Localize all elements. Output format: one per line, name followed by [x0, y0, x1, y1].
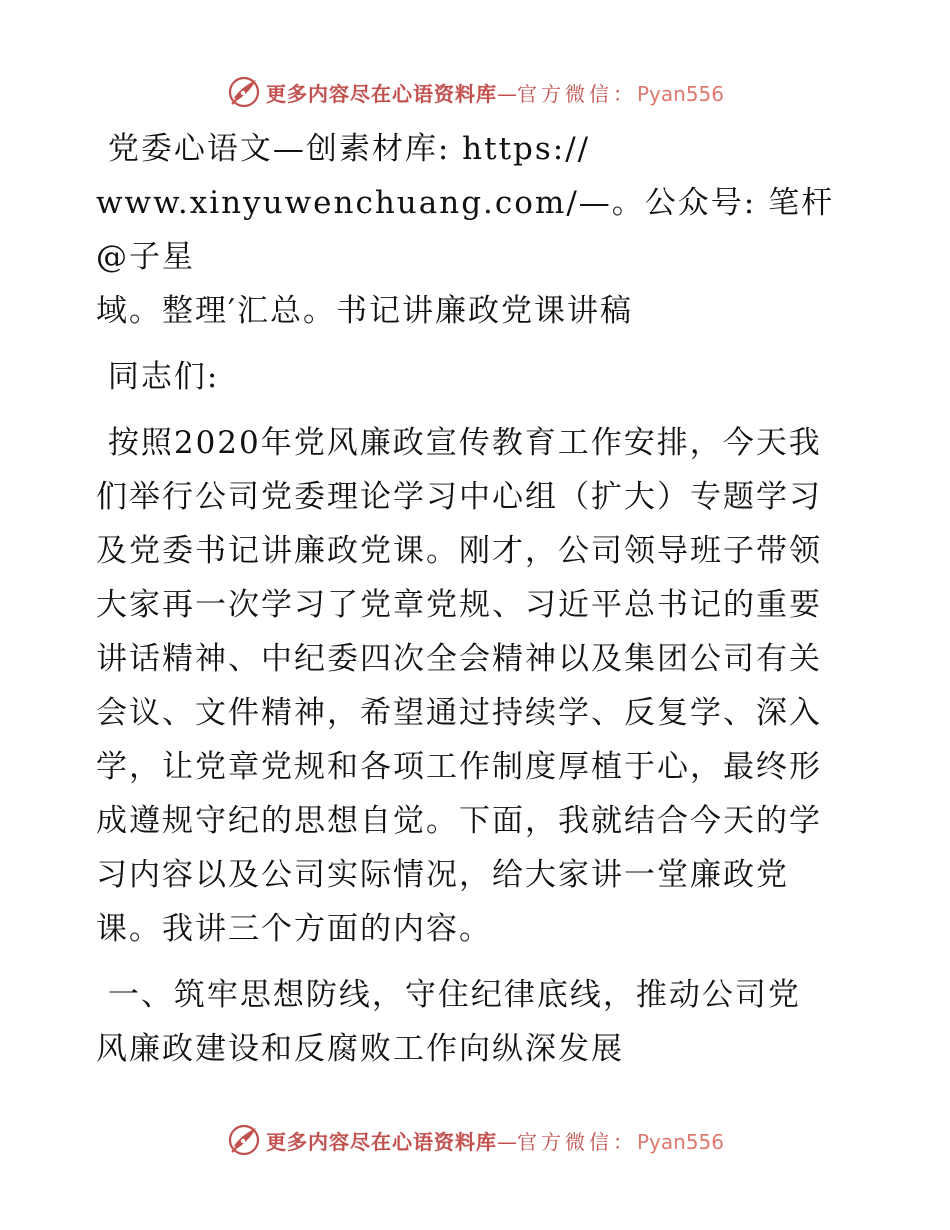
banner-wechat-label: 官方微信： [516, 81, 637, 106]
body-paragraph: 按照2020年党风廉政宣传教育工作安排，今天我 们举行公司党委理论学习中心组（扩大）专题学习 及党委书记讲廉政党课。刚才，公司领导班子带领 大家再一次学习了党章党规、习近平总书记的重要 讲话精神、中纪委四次全会精神以及集团公司有关 会议、文件精神，希望通过持续学、反复学、深入 学，让党章党规和各项工作制度厚植于心，最终形 成遵规守纪的思想自觉。下面，我就结合今天的学 习内容以及公司实际情况，给大家讲一堂廉政党 课。我讲三个方面的内容。 [96, 425, 822, 947]
banner-text [266, 78, 724, 107]
banner-wechat-label: 官方微信： [516, 1129, 637, 1154]
heading-paragraph: 党委心语文—创素材库: https:// www.xinyuwenchuang.com/—。公众号: 笔杆@子星 域。整理′汇总。书记讲廉政党课讲稿 [96, 131, 835, 329]
feather-pen-logo-icon [226, 1122, 262, 1158]
feather-pen-logo-icon [226, 74, 262, 110]
banner-dash: — [496, 81, 517, 106]
banner-dash: — [496, 1129, 517, 1154]
banner-wechat-id: Pyan556 [636, 81, 724, 106]
section-heading: 一、筑牢思想防线，守住纪律底线，推动公司党 风廉政建设和反腐败工作向纵深发展 [96, 977, 801, 1067]
bottom-watermark-banner [0, 1118, 950, 1162]
banner-main-text: 更多内容尽在心语资料库 [265, 1129, 497, 1154]
document-body [96, 122, 856, 1076]
banner-main-text: 更多内容尽在心语资料库 [265, 81, 497, 106]
banner-text [266, 1126, 724, 1155]
banner-wechat-id: Pyan556 [636, 1129, 724, 1154]
greeting-paragraph: 同志们: [96, 359, 220, 395]
top-watermark-banner [0, 70, 950, 114]
